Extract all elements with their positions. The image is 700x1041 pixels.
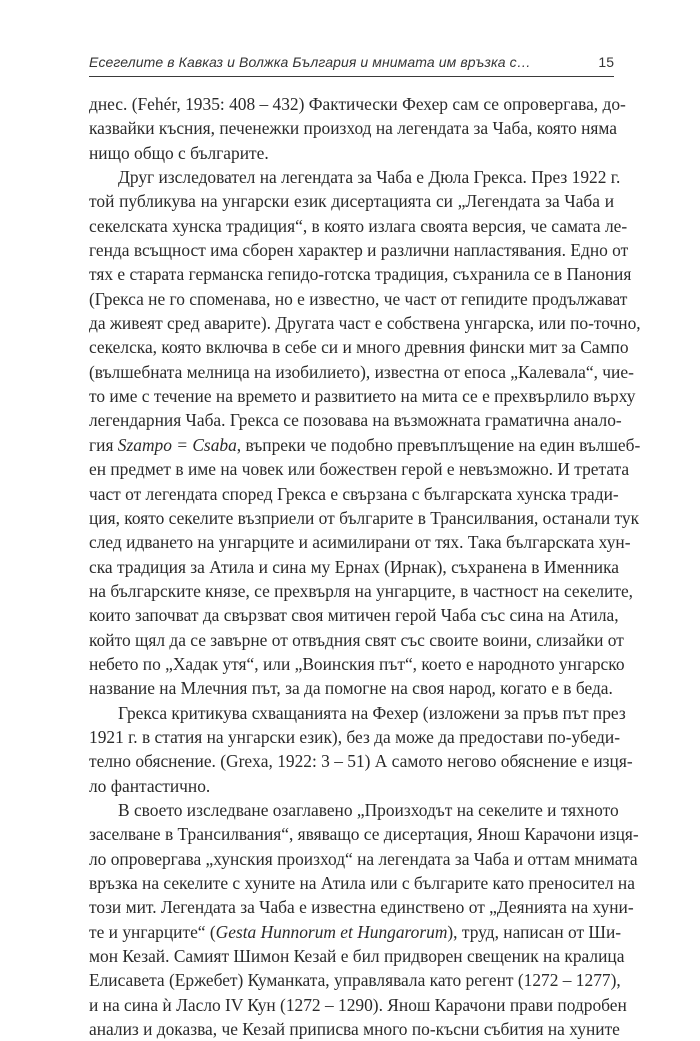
text-line: ло опровергава „хунския произход“ на легендата за Чаба и оттам мнимата <box>89 848 638 869</box>
text-line: част от легендата според Грекса е свързана с българската хунска тради- <box>89 483 619 504</box>
text-line: който щял да се завърне от отвъдния свят със своите воини, слизайки от <box>89 629 624 650</box>
page-number: 15 <box>598 54 614 70</box>
text-line: (Грекса не го споменава, но е известно, че част от гепидите продължават <box>89 288 628 309</box>
text-line: название на Млечния път, за да помогне на своя народ, когато е в беда. <box>89 678 613 699</box>
text-line: ло фантастично. <box>89 775 211 796</box>
running-title: Есегелите в Кавказ и Волжка България и мнимата им връзка с… <box>89 54 531 70</box>
text-line: тях е старата германска гепидо-готска традиция, съхранила се в Панония <box>89 264 632 285</box>
text-line: които започват да свързват своя митичен герой Чаба със сина на Атила, <box>89 605 619 626</box>
text-line: този мит. Легендата за Чаба е известна единствено от „Деянията на хуни- <box>89 897 634 918</box>
text-line: телно обяснение. (Grexa, 1922: 3 – 51) А самото негово обяснение е изця- <box>89 751 633 772</box>
running-header <box>89 52 614 77</box>
body-text <box>89 92 641 1041</box>
text-line: ция, която секелите възприели от българите в Трансилвания, останали тук <box>89 507 640 528</box>
text-line: то име с течение на времето и развитието на мита се е прехвърлило върху <box>89 386 636 407</box>
text-line: казвайки късния, печенежки произход на легендата за Чаба, която няма <box>89 118 618 139</box>
text-line: днес. (Fehér, 1935: 408 – 432) Фактически Фехер сам се опровергава, до- <box>89 94 626 114</box>
text-line: връзка на секелите с хуните на Атила или с българите като преносител на <box>89 873 635 893</box>
text-line: на българските князе, се прехвърля на унгарците, в частност на секелите, <box>89 580 634 601</box>
paragraph <box>89 165 641 701</box>
paragraph <box>89 798 639 1041</box>
text-line: гия Szampo = Csaba, въпреки че подобно превъплъщение на един вълшеб- <box>89 434 641 455</box>
text-line: след идването на унгарците и асимилирани от тях. Така българската хун- <box>89 532 631 553</box>
text-line: Елисавета (Ержебет) Куманката, управлявала като регент (1272 – 1277), <box>89 970 621 991</box>
text-line: В своето изследване озаглавено „Произходът на секелите и тяхното <box>118 799 619 820</box>
text-line: секелска, която включва в себе си и много древния фински мит за Сампо <box>89 337 629 358</box>
text-line: нищо общо с българите. <box>89 142 269 163</box>
text-line: той публикува на унгарски език дисертацията си „Легендата за Чаба и <box>89 191 614 212</box>
text-line: генда всъщност има сборен характер и различни напластявания. Едно от <box>89 240 629 261</box>
text-line: Друг изследовател на легендата за Чаба е Дюла Грекса. През 1922 г. <box>118 167 621 188</box>
paragraph <box>89 92 626 165</box>
text-line: 1921 г. в статия на унгарски език), без да може да предостави по-убеди- <box>89 726 621 747</box>
paragraph <box>89 701 633 798</box>
text-line: те и унгарците“ (Gesta Hunnorum et Hungarorum), труд, написан от Ши- <box>89 921 622 942</box>
text-line: и на сина ѝ Ласло IV Кун (1272 – 1290). Янош Карачони прави подробен <box>89 994 627 1015</box>
text-line: да живеят сред аварите). Другата част е собствена унгарска, или по-точно, <box>89 313 641 334</box>
text-line: ен предмет в име на човек или божествен герой е невъзможно. И третата <box>89 459 630 480</box>
text-line: секелската хунска традиция“, в която излага своята версия, че самата ле- <box>89 215 628 236</box>
text-line: небето по „Хадак утя“, или „Воинския път“, което е народното унгарско <box>89 653 625 674</box>
text-line: заселване в Трансилвания“, явяващо се дисертация, Янош Карачони изця- <box>89 824 639 845</box>
text-line: Грекса критикува схващанията на Фехер (изложени за пръв път през <box>118 702 626 723</box>
text-line: (вълшебната мелница на изобилието), известна от епоса „Калевала“, чие- <box>89 361 634 382</box>
text-line: ска традиция за Атила и сина му Ернах (Ирнак), съхранена в Именника <box>89 556 619 577</box>
text-line: легендарния Чаба. Грекса се позовава на възможната граматична анало- <box>89 410 622 431</box>
text-line: анализ и доказва, че Кезай приписва много по-късни събития на хуните <box>89 1019 620 1040</box>
text-line: мон Кезай. Самият Шимон Кезай е бил придворен свещеник на кралица <box>89 946 625 967</box>
